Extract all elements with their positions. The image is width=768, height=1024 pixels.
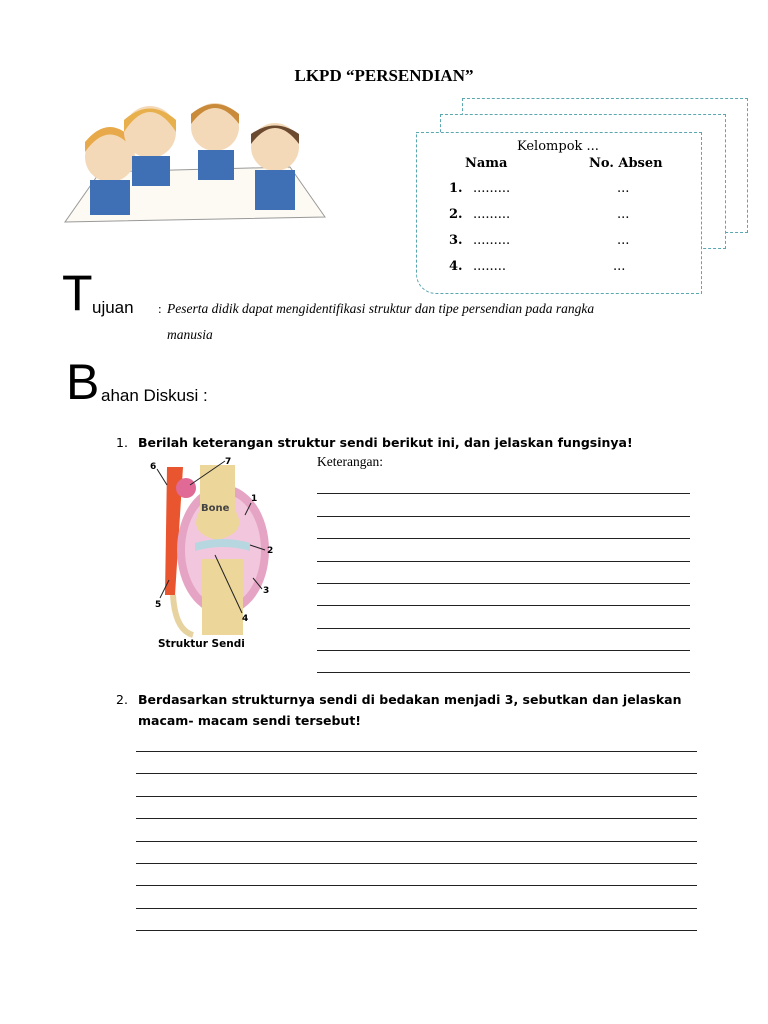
answer-line[interactable] [317, 493, 690, 494]
group-heading: Kelompok ... [517, 139, 599, 154]
answer-line[interactable] [136, 751, 697, 752]
diagram-label: 2 [267, 546, 274, 556]
diagram-label: 3 [263, 586, 270, 596]
row-num: 4. [449, 259, 463, 274]
q1-text: Berilah keterangan struktur sendi berikut ini, dan jelaskan fungsinya! [138, 435, 633, 450]
bone-label: Bone [201, 503, 230, 514]
joint-diagram [145, 455, 285, 655]
col-absen: No. Absen [589, 156, 663, 171]
answer-line[interactable] [136, 908, 697, 909]
q1-number: 1. [116, 435, 128, 450]
answer-line[interactable] [136, 930, 697, 931]
row-absen: ... [617, 207, 630, 222]
answer-line[interactable] [136, 841, 697, 842]
row-name: ......... [473, 181, 511, 196]
diagram-label: 4 [242, 614, 249, 624]
answer-line[interactable] [317, 605, 690, 606]
row-absen: ... [617, 233, 630, 248]
answer-line[interactable] [317, 561, 690, 562]
keterangan-label: Keterangan: [317, 454, 383, 469]
row-absen: ... [617, 181, 630, 196]
diagram-label: 7 [225, 457, 232, 467]
q2-number: 2. [116, 692, 128, 707]
bahan-initial: B [66, 354, 100, 410]
diagram-label: 1 [251, 494, 258, 504]
row-num: 1. [449, 181, 463, 196]
row-absen: ... [613, 259, 626, 274]
col-name: Nama [465, 156, 508, 171]
q2-text-2: macam- macam sendi tersebut! [138, 713, 362, 728]
group-card [416, 132, 702, 294]
answer-line[interactable] [136, 863, 697, 864]
answer-line[interactable] [136, 796, 697, 797]
tujuan-initial: T [62, 265, 93, 321]
q2-text: Berdasarkan strukturnya sendi di bedakan menjadi 3, sebutkan dan jelaskan [138, 692, 682, 707]
answer-line[interactable] [317, 516, 690, 517]
row-num: 2. [449, 207, 463, 222]
tujuan-text: Peserta didik dapat mengidentifikasi struktur dan tipe persendian pada rangka [167, 301, 595, 316]
bahan-heading: ahan Diskusi : [101, 386, 208, 405]
answer-line[interactable] [136, 818, 697, 819]
page-title: LKPD “PERSENDIAN” [294, 66, 474, 85]
answer-line[interactable] [317, 628, 690, 629]
diagram-label: 6 [150, 462, 157, 472]
answer-line[interactable] [136, 773, 697, 774]
tujuan-colon: : [158, 301, 162, 316]
tujuan-heading: ujuan [92, 298, 134, 317]
row-num: 3. [449, 233, 463, 248]
row-name: ........ [473, 259, 507, 274]
tujuan-text-2: manusia [167, 327, 213, 342]
row-name: ......... [473, 233, 511, 248]
row-name: ......... [473, 207, 511, 222]
answer-line[interactable] [317, 650, 690, 651]
answer-line[interactable] [317, 583, 690, 584]
answer-line[interactable] [317, 672, 690, 673]
diagram-label: 5 [155, 600, 162, 610]
answer-line[interactable] [136, 885, 697, 886]
students-illustration [40, 92, 340, 227]
diagram-caption: Struktur Sendi [158, 638, 245, 650]
answer-line[interactable] [317, 538, 690, 539]
